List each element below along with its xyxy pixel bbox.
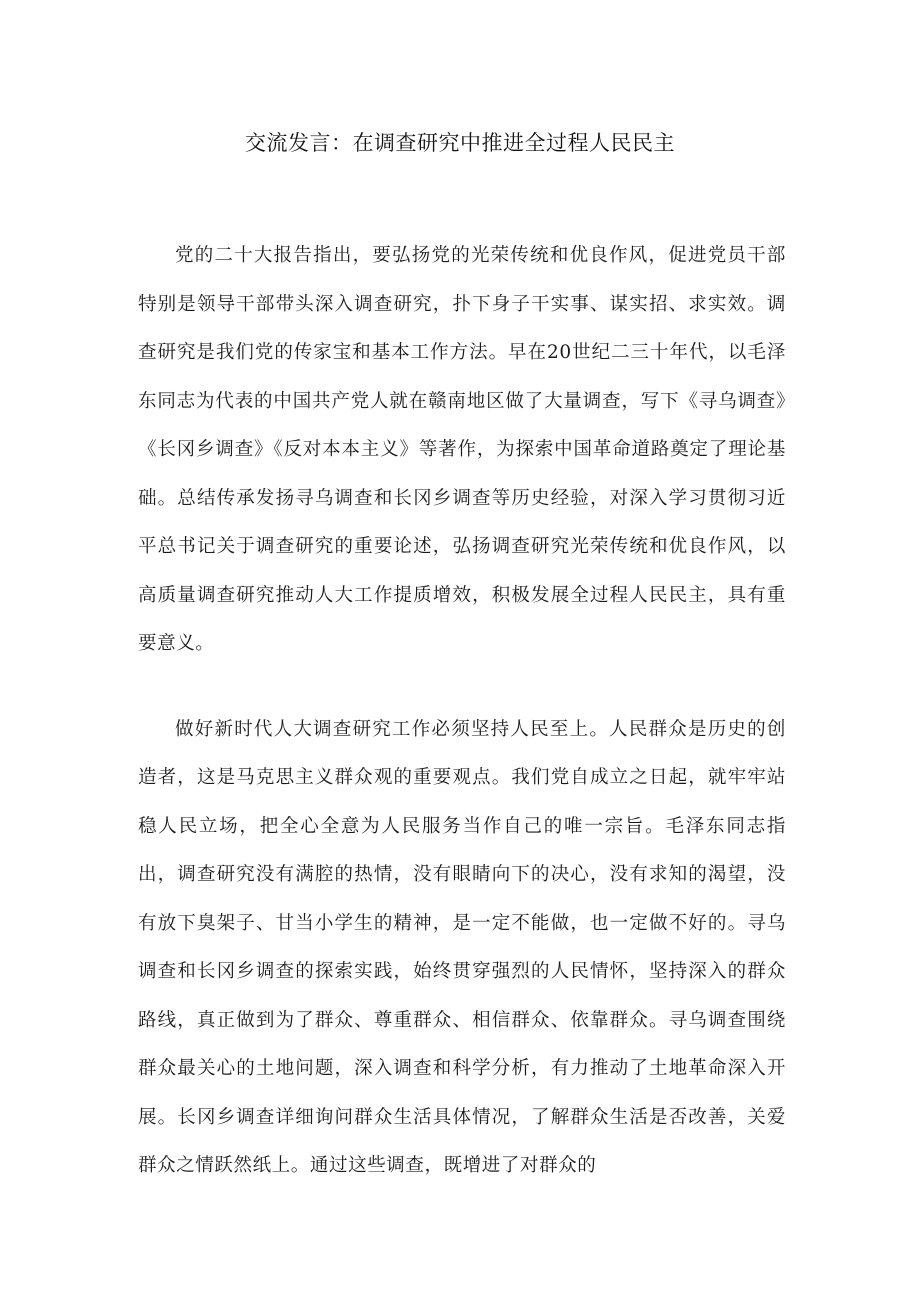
document-title: 交流发言：在调查研究中推进全过程人民民主 bbox=[245, 131, 675, 155]
paragraph-1: 党的二十大报告指出，要弘扬党的光荣传统和优良作风，促进党员干部特别是领导干部带头深入调查研究，扑下身子干实事、谋实招、求实效。调查研究是我们党的传家宝和基本工作方法。早在20世纪二三十年代，以毛泽东同志为代表的中国共产党人就在赣南地区做了大量调查，写下《寻乌调查》《长冈乡调查》《反对本本主义》等著作，为探索中国革命道路奠定了理论基础。总结传承发扬寻乌调查和长冈乡调查等历史经验，对深入学习贯彻习近平总书记关于调查研究的重要论述，弘扬调查研究光荣传统和优良作风，以高质量调查研究推动人大工作提质增效，积极发展全过程人民民主，具有重要意义。 bbox=[138, 245, 786, 654]
paragraph-2: 做好新时代人大调查研究工作必须坚持人民至上。人民群众是历史的创造者，这是马克思主义群众观的重要观点。我们党自成立之日起，就牢牢站稳人民立场，把全心全意为人民服务当作自己的唯一宗旨。毛泽东同志指出，调查研究没有满腔的热情，没有眼睛向下的决心，没有求知的渴望，没有放下臭架子、甘当小学生的精神，是一定不能做，也一定做不好的。寻乌调查和长冈乡调查的探索实践，始终贯穿强烈的人民情怀，坚持深入的群众路线，真正做到为了群众、尊重群众、相信群众、依靠群众。寻乌调查围绕群众最关心的土地问题，深入调查和科学分析，有力推动了土地革命深入开展。长冈乡调查详细询问群众生活具体情况，了解群众生活是否改善，关爱群众之情跃然纸上。通过这些调查，既增进了对群众的 bbox=[138, 718, 786, 1176]
document-body bbox=[138, 232, 786, 1228]
